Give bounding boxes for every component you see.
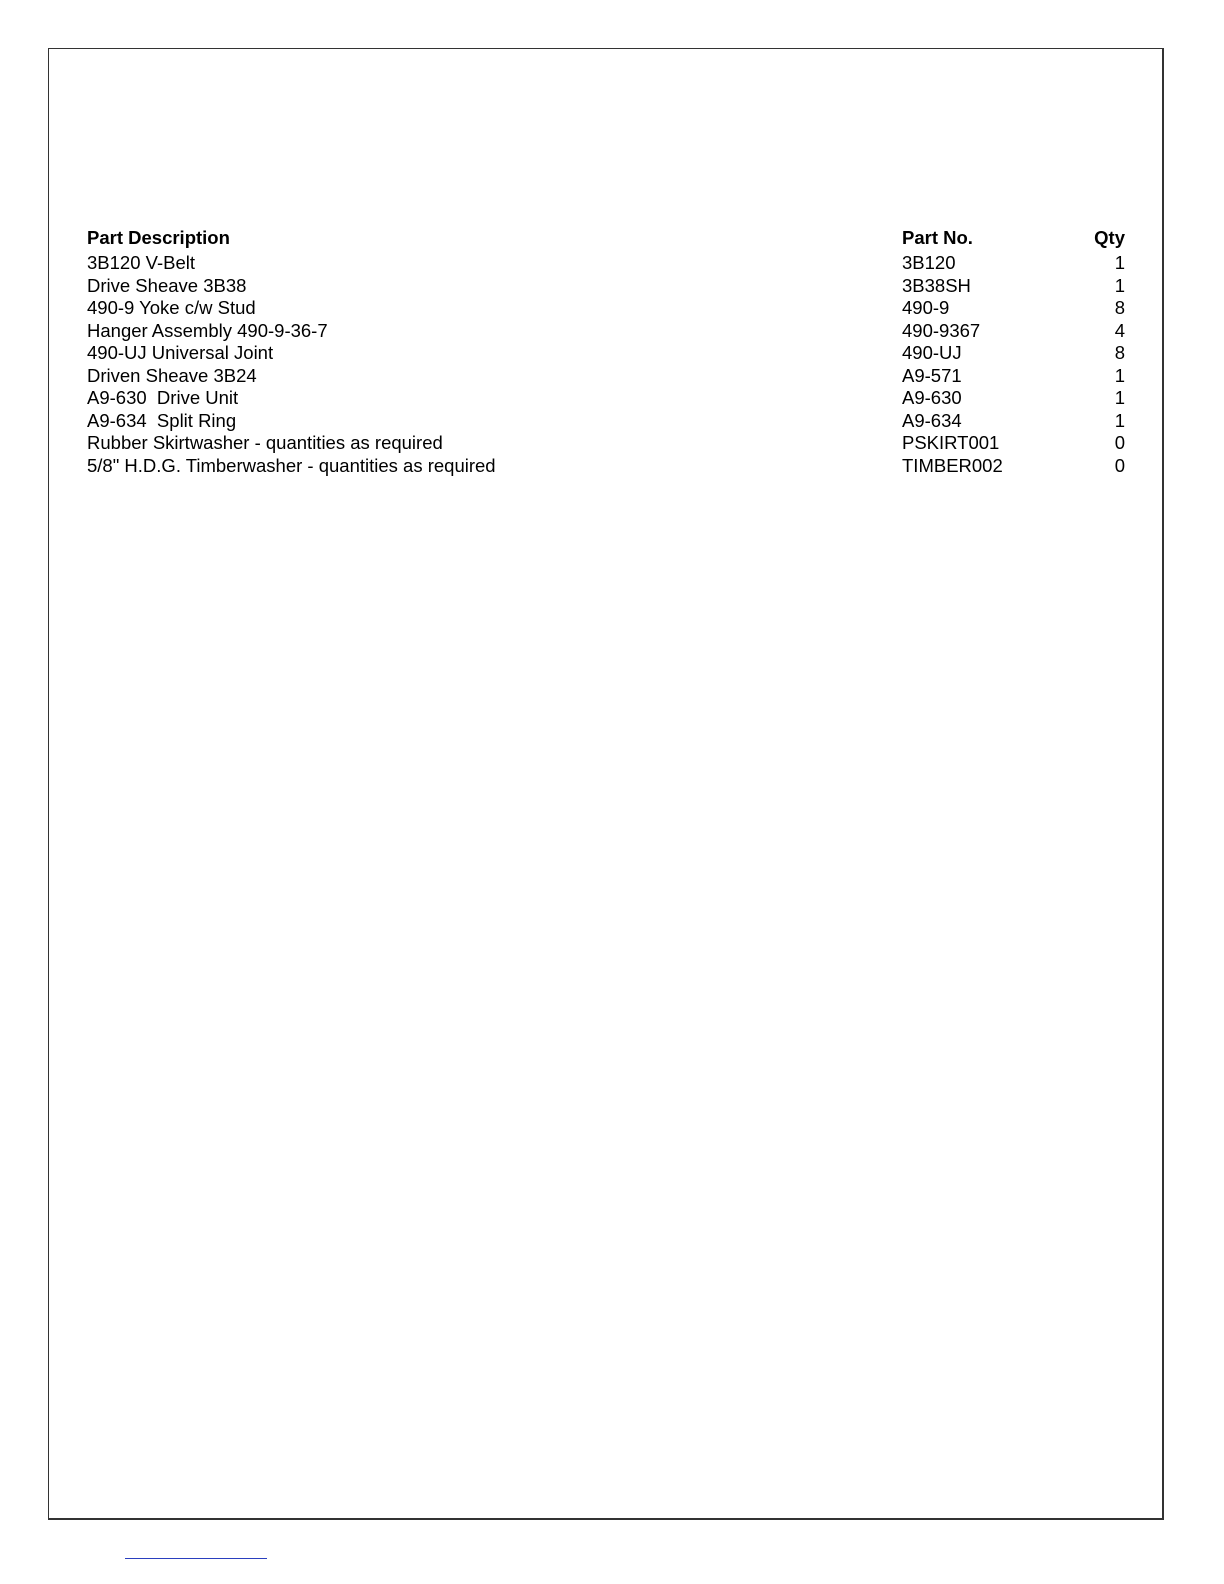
cell-qty: 1 bbox=[1114, 364, 1125, 386]
footer-rule bbox=[125, 1558, 267, 1559]
cell-description: Drive Sheave 3B38 bbox=[87, 274, 247, 296]
cell-description: 5/8" H.D.G. Timberwasher - quantities as required bbox=[87, 454, 496, 476]
table-row bbox=[87, 297, 1125, 320]
table-row bbox=[87, 320, 1125, 343]
cell-part-no: TIMBER002 bbox=[902, 454, 1003, 476]
cell-description: A9-630 Drive Unit bbox=[87, 387, 239, 408]
table-row bbox=[87, 455, 1125, 478]
parts-table bbox=[87, 226, 1125, 477]
cell-description: Driven Sheave 3B24 bbox=[87, 364, 257, 386]
cell-part-no: A9-630 bbox=[902, 387, 962, 408]
table-row bbox=[87, 252, 1125, 275]
header-part-description: Part Description bbox=[87, 227, 230, 248]
cell-qty: 1 bbox=[1114, 252, 1125, 273]
cell-part-no: 3B38SH bbox=[902, 274, 971, 296]
cell-part-no: 490-UJ bbox=[902, 342, 962, 363]
cell-part-no: 3B120 bbox=[902, 252, 956, 273]
cell-qty: 1 bbox=[1114, 274, 1125, 296]
cell-part-no: 490-9367 bbox=[902, 319, 981, 341]
table-row bbox=[87, 410, 1125, 433]
cell-description: 490-UJ Universal Joint bbox=[87, 342, 274, 363]
cell-qty: 8 bbox=[1114, 297, 1125, 318]
table-row bbox=[87, 342, 1125, 365]
cell-description: Hanger Assembly 490-9-36-7 bbox=[87, 319, 328, 341]
cell-part-no: 490-9 bbox=[902, 297, 950, 318]
cell-qty: 8 bbox=[1114, 342, 1125, 363]
cell-part-no: A9-634 bbox=[902, 409, 962, 431]
table-row bbox=[87, 387, 1125, 410]
cell-qty: 0 bbox=[1114, 432, 1125, 453]
cell-qty: 1 bbox=[1114, 387, 1125, 408]
table-row bbox=[87, 275, 1125, 298]
cell-part-no: PSKIRT001 bbox=[902, 432, 1000, 453]
table-header-row bbox=[87, 226, 1125, 252]
cell-part-no: A9-571 bbox=[902, 364, 962, 386]
table-row bbox=[87, 432, 1125, 455]
cell-qty: 1 bbox=[1114, 409, 1125, 431]
cell-qty: 4 bbox=[1114, 319, 1125, 341]
cell-description: 3B120 V-Belt bbox=[87, 252, 195, 273]
table-row bbox=[87, 365, 1125, 388]
cell-description: 490-9 Yoke c/w Stud bbox=[87, 297, 256, 318]
cell-description: Rubber Skirtwasher - quantities as required bbox=[87, 432, 443, 453]
cell-qty: 0 bbox=[1114, 454, 1125, 476]
header-part-no: Part No. bbox=[902, 227, 973, 248]
header-qty: Qty bbox=[1094, 227, 1125, 248]
cell-description: A9-634 Split Ring bbox=[87, 409, 237, 431]
